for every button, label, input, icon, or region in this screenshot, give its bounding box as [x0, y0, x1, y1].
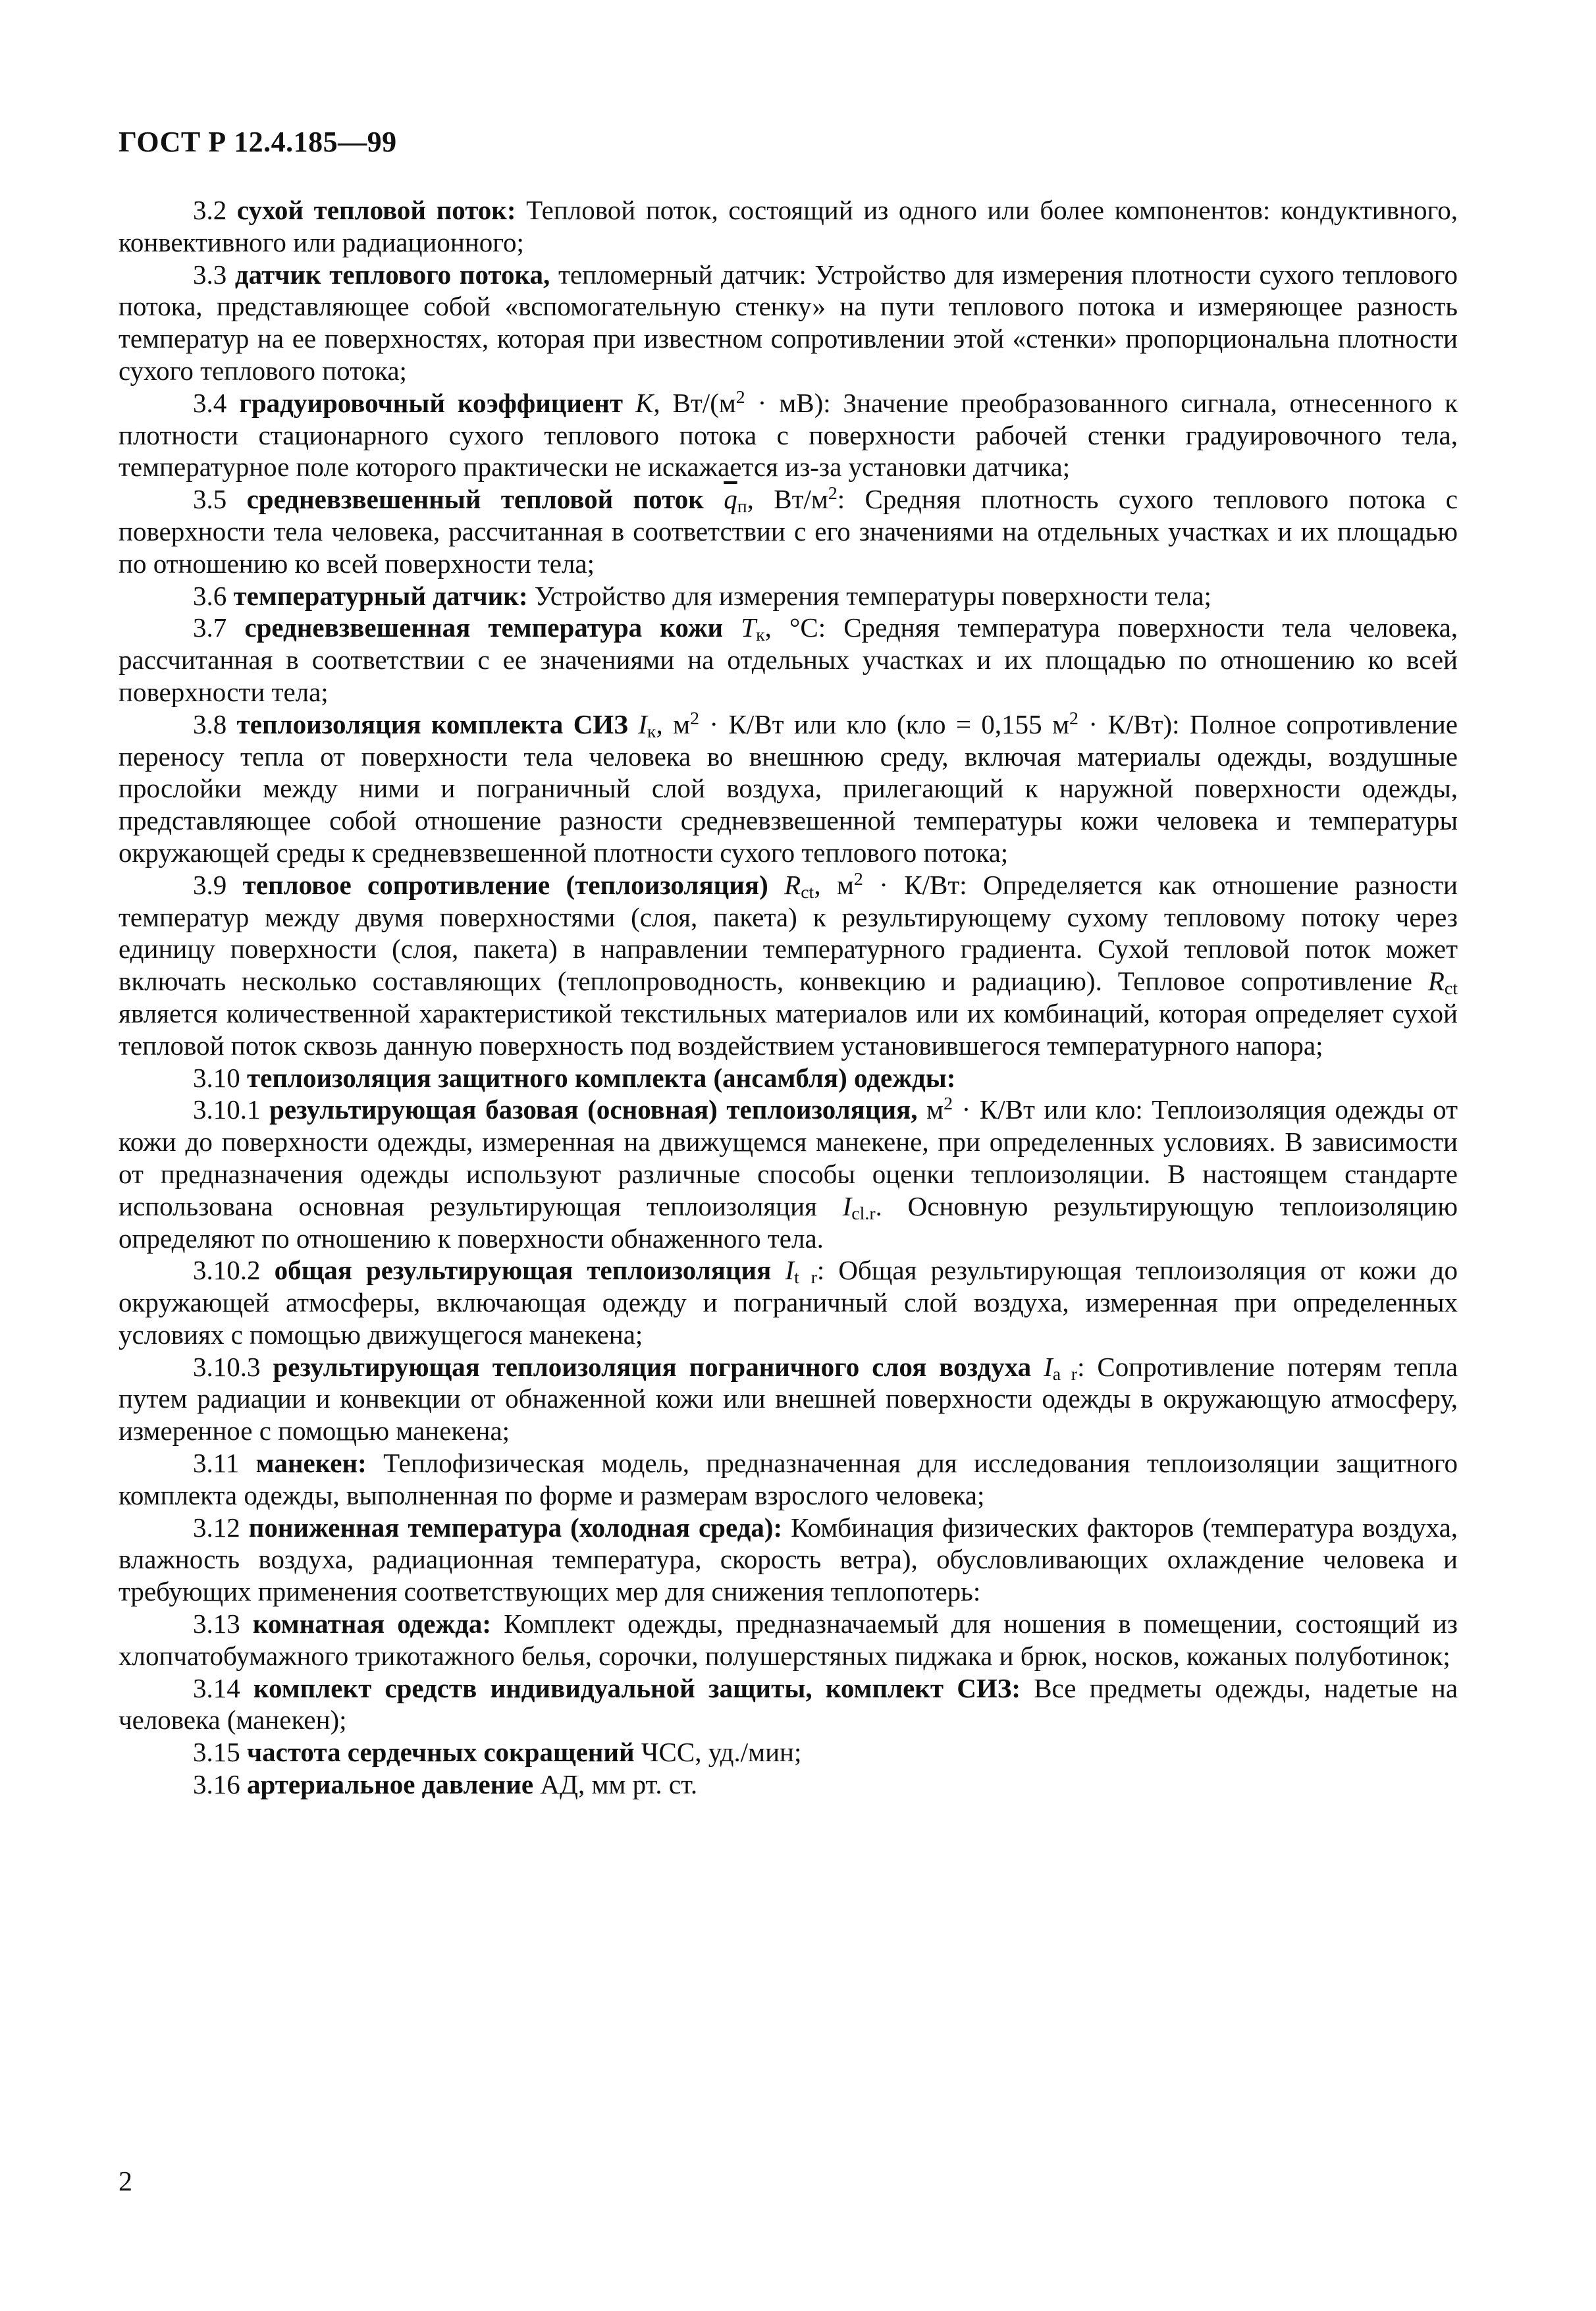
subscript: к	[756, 625, 765, 646]
term-number: 3.10.1	[193, 1094, 270, 1125]
page-number: 2	[119, 2167, 132, 2197]
term-number: 3.10.2	[193, 1255, 275, 1286]
term-definition: , °С: Средняя температура поверхности тела человека, рассчитанная в соответствии с ее значениями на отдельных участках и их площадью по отношению ко всей поверхности тела;	[119, 612, 1458, 707]
term-paragraph-3-10-2	[119, 1254, 1458, 1350]
term-paragraph-3-3	[119, 259, 1458, 387]
term-title: комнатная одежда:	[252, 1608, 492, 1639]
term-number: 3.3	[193, 259, 235, 290]
term-definition: Комплект одежды, предназначаемый для ношения в помещении, состоящий из хлопчатобумажного трикотажного белья, сорочки, полушерстяных пиджака и брюк, носков, кожаных полуботинок;	[119, 1608, 1458, 1671]
term-title: градуировочный коэффициент	[239, 387, 624, 418]
term-definition: · К/Вт: Определяется как отношение разности температур между двумя поверхностями (слоя, пакета) к результирующему сухому тепловому потоку через единицу поверхности (слоя, пакета) в направлении температурного градиента. Сухой тепловой поток может включать несколько составляющих (теплопроводность, конвекцию и радиацию). Тепловое сопротивление	[119, 869, 1458, 997]
term-title: результирующая теплоизоляция пограничного слоя воздуха	[273, 1351, 1032, 1382]
term-number: 3.10	[193, 1062, 247, 1093]
term-number: 3.6	[193, 580, 234, 611]
term-definition: АД, мм рт. ст.	[533, 1769, 698, 1800]
term-paragraph-3-7	[119, 612, 1458, 708]
term-title: частота сердечных сокращений	[247, 1737, 635, 1768]
superscript: 2	[944, 1094, 953, 1115]
term-definition: Комбинация физических факторов (температура воздуха, влажность воздуха, радиационная температура, скорость ветра), обусловливающих охлаждение человека и требующих применения соответствующих мер для снижения теплопотерь:	[119, 1512, 1458, 1607]
term-definition: является количественной характеристикой текстильных материалов или их комбинаций, которая определяет сухой тепловой поток сквозь данную поверхность под воздействием установившегося температурного напора;	[119, 997, 1458, 1061]
term-title: комплект средств индивидуальной защиты, комплект СИЗ:	[253, 1672, 1021, 1703]
term-paragraph-3-12	[119, 1512, 1458, 1608]
term-title: общая результирующая теплоизоляция	[274, 1255, 772, 1286]
subscript: ct	[1444, 978, 1458, 999]
term-number: 3.2	[193, 195, 237, 225]
term-symbol: K	[635, 387, 654, 418]
term-symbol: I	[1044, 1351, 1053, 1382]
term-paragraph-3-10	[119, 1062, 1458, 1094]
term-paragraph-3-6	[119, 580, 1458, 612]
term-paragraph-3-14	[119, 1672, 1458, 1737]
term-definition: Теплофизическая модель, предназначенная для исследования теплоизоляции защитного комплекта одежды, выполненная по форме и размерам взрослого человека;	[119, 1448, 1458, 1510]
document-code-header: ГОСТ Р 12.4.185—99	[119, 126, 397, 158]
term-paragraph-3-10-1	[119, 1094, 1458, 1254]
term-symbol: R	[1427, 966, 1445, 997]
term-number: 3.9	[193, 869, 243, 900]
term-number: 3.7	[193, 612, 245, 643]
term-title: теплоизоляция комплекта СИЗ	[236, 708, 628, 739]
term-definition: : Сопротивление потерям тепла путем радиации и конвекции от обнаженной кожи или внешней поверхности одежды в окружающую атмосферу, измеренное с помощью манекена;	[119, 1351, 1458, 1447]
term-definition: Тепловой поток, состоящий из одного или более компонентов: кондуктивного, конвективного или радиационного;	[119, 195, 1458, 257]
superscript: 2	[828, 483, 838, 504]
superscript: 2	[853, 868, 863, 890]
term-number: 3.10.3	[193, 1351, 273, 1382]
term-definition: ЧСС, уд./мин;	[634, 1737, 802, 1768]
term-number: 3.5	[193, 484, 247, 515]
term-unit: , м	[656, 708, 691, 739]
term-paragraph-3-13	[119, 1608, 1458, 1672]
term-paragraph-3-11	[119, 1447, 1458, 1512]
subscript: ct	[801, 882, 814, 903]
term-paragraph-3-5	[119, 483, 1458, 579]
term-number: 3.4	[193, 387, 240, 418]
term-paragraph-3-10-3	[119, 1351, 1458, 1447]
superscript: 2	[735, 386, 745, 408]
term-paragraph-3-4	[119, 387, 1458, 483]
subscript: a r	[1052, 1364, 1078, 1385]
term-unit: , Вт/м	[747, 484, 828, 515]
term-title: манекен:	[255, 1448, 367, 1479]
term-symbol: I	[638, 708, 647, 739]
term-title: средневзвешенная температура кожи	[244, 612, 724, 643]
term-definition: тепломерный датчик: Устройство для измерения плотности сухого теплового потока, представляющее собой «вспомогательную стенку» на пути теплового потока и измеряющее разность температур на ее поверхностях, которая при известном сопротивлении этой «стенки» пропорциональна плотности сухого теплового потока;	[119, 259, 1458, 386]
term-unit: · К/Вт или кло (кло = 0,155 м	[699, 708, 1070, 739]
subscript: п	[737, 496, 747, 518]
term-paragraph-3-16	[119, 1768, 1458, 1801]
term-paragraph-3-9	[119, 869, 1458, 1062]
term-unit: , Вт/(м	[653, 387, 736, 418]
term-symbol: R	[784, 869, 801, 900]
term-number: 3.12	[193, 1512, 249, 1543]
term-symbol: I	[842, 1190, 852, 1221]
term-definition: Все предметы одежды, надетые на человека (манекен);	[119, 1672, 1458, 1736]
term-title: артериальное давление	[247, 1769, 534, 1800]
term-title: результирующая базовая (основная) теплоизоляция,	[269, 1094, 918, 1125]
term-number: 3.13	[193, 1608, 253, 1639]
term-title: пониженная температура (холодная среда):	[248, 1512, 783, 1543]
term-definition: . Основную результирующую теплоизоляцию определяют по отношению к поверхности обнаженного тела.	[119, 1190, 1458, 1254]
term-title: средневзвешенный тепловой поток	[246, 484, 704, 515]
term-unit: м	[917, 1094, 944, 1125]
term-title: температурный датчик:	[233, 580, 528, 611]
term-symbol: T	[741, 612, 757, 643]
term-number: 3.15	[193, 1737, 247, 1768]
document-body	[119, 194, 1458, 1801]
term-paragraph-3-15	[119, 1736, 1458, 1768]
term-number: 3.11	[193, 1448, 256, 1479]
subscript: t r	[794, 1267, 817, 1288]
term-definition: : Средняя плотность сухого теплового потока с поверхности тела человека, рассчитанная в соответствии с его значениями на отдельных участках и их площадью по отношению ко всей поверхности тела;	[119, 484, 1458, 579]
superscript: 2	[690, 708, 700, 729]
term-symbol: I	[785, 1255, 795, 1286]
term-symbol: $\overline{q}$	[724, 484, 737, 515]
term-title: теплоизоляция защитного комплекта (ансамбля) одежды:	[247, 1062, 956, 1093]
term-unit: , м	[814, 869, 854, 900]
subscript: cl.r	[851, 1203, 876, 1224]
term-number: 3.14	[193, 1672, 253, 1703]
term-definition: Устройство для измерения температуры поверхности тела;	[527, 580, 1211, 611]
term-paragraph-3-2	[119, 194, 1458, 259]
term-definition: : Общая результирующая теплоизоляция от кожи до окружающей атмосферы, включающая одежду и пограничный слой воздуха, измеренная при определенных условиях с помощью движущегося манекена;	[119, 1255, 1458, 1350]
term-number: 3.16	[193, 1769, 247, 1800]
superscript: 2	[1069, 708, 1078, 729]
term-number: 3.8	[193, 708, 237, 739]
subscript: к	[647, 721, 656, 742]
term-definition: · мВ): Значение преобразованного сигнала, отнесенного к плотности стационарного сухого теплового потока с поверхности рабочей стенки градуировочного тела, температурное поле которого практически не искажается из-за установки датчика;	[119, 387, 1458, 483]
term-definition: · К/Вт или кло: Теплоизоляция одежды от кожи до поверхности одежды, измеренная на движущемся манекене, при определенных условиях. В зависимости от предназначения одежды используют различные способы оценки теплоизоляции. В настоящем стандарте использована основная результирующая теплоизоляция	[119, 1094, 1458, 1221]
term-definition: · К/Вт): Полное сопротивление переносу тепла от поверхности тела человека во внешнюю среду, включая материалы одежды, воздушные прослойки между ними и пограничный слой воздуха, прилегающий к наружной поверхности одежды, представляющее собой отношение разности средневзвешенной температуры кожи человека и температуры окружающей среды к средневзвешенной плотности сухого теплового потока;	[119, 708, 1458, 868]
term-title: тепловое сопротивление (теплоизоляция)	[242, 869, 768, 900]
term-title: сухой тепловой поток:	[236, 195, 516, 225]
term-title: датчик теплового потока,	[234, 259, 550, 290]
term-paragraph-3-8	[119, 708, 1458, 869]
